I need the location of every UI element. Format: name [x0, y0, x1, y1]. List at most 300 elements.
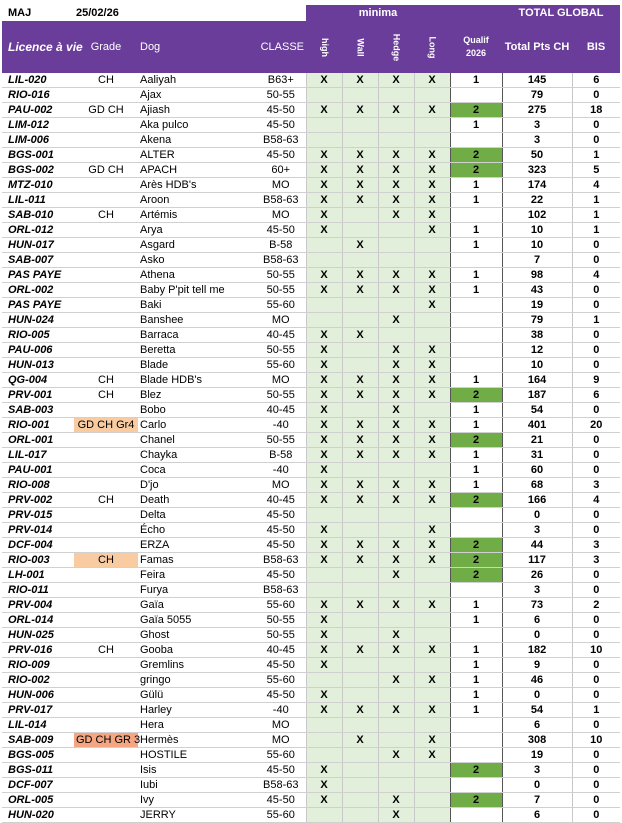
qualif-cell: 1 [450, 643, 502, 658]
total-pts-cell: 308 [502, 733, 572, 748]
licence-cell: QG-004 [2, 373, 74, 388]
dog-name-cell: Ghost [138, 628, 256, 643]
minima-high-cell: X [306, 223, 342, 238]
minima-long-cell [414, 253, 450, 268]
minima-wall-cell: X [342, 493, 378, 508]
licence-cell: SAB-003 [2, 403, 74, 418]
qualif-cell [450, 808, 502, 823]
top-header-row [2, 5, 620, 21]
classe-cell: 45-50 [256, 223, 306, 238]
minima-hedge-cell [378, 253, 414, 268]
dog-name-cell: Chanel [138, 433, 256, 448]
minima-wall-cell: X [342, 238, 378, 253]
qualif-cell: 2 [450, 763, 502, 778]
minima-wall-cell: X [342, 148, 378, 163]
total-pts-cell: 12 [502, 343, 572, 358]
qualif-cell [450, 328, 502, 343]
classe-cell: 45-50 [256, 103, 306, 118]
minima-wall-cell: X [342, 538, 378, 553]
minima-high-cell [306, 733, 342, 748]
dog-name-cell: Harley [138, 703, 256, 718]
minima-hedge-cell: X [378, 343, 414, 358]
dog-name-cell: JERRY [138, 808, 256, 823]
minima-high-cell [306, 118, 342, 133]
minima-wall-cell [342, 223, 378, 238]
bis-cell: 0 [572, 508, 620, 523]
qualif-cell: 1 [450, 238, 502, 253]
classe-cell: 45-50 [256, 763, 306, 778]
grade-cell [74, 523, 138, 538]
bis-cell: 5 [572, 163, 620, 178]
minima-wall-cell [342, 568, 378, 583]
minima-high-cell: X [306, 283, 342, 298]
bis-cell: 0 [572, 403, 620, 418]
licence-cell: RIO-011 [2, 583, 74, 598]
dog-name-cell: Death [138, 493, 256, 508]
minima-hedge-cell: X [378, 553, 414, 568]
minima-long-cell: X [414, 178, 450, 193]
minima-long-cell [414, 628, 450, 643]
licence-cell: BGS-002 [2, 163, 74, 178]
qualif-cell: 1 [450, 118, 502, 133]
minima-long-cell [414, 688, 450, 703]
dog-name-cell: ERZA [138, 538, 256, 553]
grade-cell [74, 658, 138, 673]
total-pts-cell: 401 [502, 418, 572, 433]
grade-cell: CH [74, 643, 138, 658]
minima-high-cell [306, 673, 342, 688]
dog-name-cell: Banshee [138, 313, 256, 328]
minima-high-cell: X [306, 358, 342, 373]
classe-cell: B58-63 [256, 193, 306, 208]
total-global-header: TOTAL GLOBAL [502, 5, 620, 21]
minima-wall-cell [342, 748, 378, 763]
classe-cell: 55-60 [256, 358, 306, 373]
qualif-cell: 1 [450, 478, 502, 493]
minima-wall-cell: X [342, 103, 378, 118]
licence-cell: SAB-007 [2, 253, 74, 268]
minima-high-cell [306, 583, 342, 598]
minima-long-cell: X [414, 298, 450, 313]
total-pts-cell: 73 [502, 598, 572, 613]
minima-hedge-cell: X [378, 478, 414, 493]
qualif-cell: 1 [450, 703, 502, 718]
minima-long-cell: X [414, 223, 450, 238]
total-pts-cell: 6 [502, 808, 572, 823]
minima-long-cell [414, 328, 450, 343]
grade-cell [74, 223, 138, 238]
dog-name-cell: Aroon [138, 193, 256, 208]
minima-hedge-cell: X [378, 208, 414, 223]
qualif-cell: 1 [450, 418, 502, 433]
minima-hedge-cell [378, 223, 414, 238]
col-qualif: Qualif 2026 [450, 21, 502, 73]
bis-cell: 0 [572, 793, 620, 808]
classe-cell: 40-45 [256, 643, 306, 658]
grade-cell: GD CH GR 3 [76, 734, 141, 746]
licence-cell: SAB-009 [2, 733, 74, 748]
licence-cell: HUN-006 [2, 688, 74, 703]
qualif-cell: 1 [450, 178, 502, 193]
minima-hedge-cell [378, 523, 414, 538]
qualif-cell [450, 343, 502, 358]
bis-cell: 0 [572, 328, 620, 343]
minima-high-cell: X [306, 598, 342, 613]
dog-name-cell: D'jo [138, 478, 256, 493]
bis-cell: 0 [572, 238, 620, 253]
table-row [2, 223, 620, 238]
classe-cell: 50-55 [256, 613, 306, 628]
table-row [2, 493, 620, 508]
minima-high-cell: X [306, 433, 342, 448]
grade-cell: GD CH [74, 103, 138, 118]
licence-cell: LIM-006 [2, 133, 74, 148]
licence-cell: MTZ-010 [2, 178, 74, 193]
table-row [2, 268, 620, 283]
table-row [2, 403, 620, 418]
licence-cell: ORL-001 [2, 433, 74, 448]
bis-cell: 0 [572, 658, 620, 673]
minima-hedge-cell: X [378, 628, 414, 643]
minima-high-cell: X [306, 628, 342, 643]
qualif-cell [450, 748, 502, 763]
bis-cell: 6 [572, 73, 620, 88]
table-row [2, 583, 620, 598]
total-pts-cell: 68 [502, 478, 572, 493]
minima-long-cell: X [414, 523, 450, 538]
total-pts-cell: 98 [502, 268, 572, 283]
total-pts-cell: 22 [502, 193, 572, 208]
licence-cell: RIO-016 [2, 88, 74, 103]
dog-name-cell: Carlo [138, 418, 256, 433]
minima-hedge-cell: X [378, 103, 414, 118]
minima-header: minima [306, 5, 450, 21]
minima-long-cell: X [414, 703, 450, 718]
bis-cell: 0 [572, 748, 620, 763]
minima-hedge-cell: X [378, 808, 414, 823]
minima-high-cell: X [306, 163, 342, 178]
table-row [2, 598, 620, 613]
minima-long-cell: X [414, 193, 450, 208]
minima-hedge-cell [378, 463, 414, 478]
bis-cell: 0 [572, 763, 620, 778]
licence-cell: HUN-017 [2, 238, 74, 253]
bis-cell: 0 [572, 298, 620, 313]
table-row [2, 658, 620, 673]
qualif-cell: 2 [450, 163, 502, 178]
licence-cell: PAU-006 [2, 343, 74, 358]
minima-wall-cell: X [342, 433, 378, 448]
minima-long-cell [414, 583, 450, 598]
licence-cell: PRV-016 [2, 643, 74, 658]
total-pts-cell: 10 [502, 238, 572, 253]
total-pts-cell: 3 [502, 133, 572, 148]
bis-cell: 9 [572, 373, 620, 388]
minima-wall-cell: X [342, 448, 378, 463]
table-row [2, 628, 620, 643]
licence-cell: PRV-015 [2, 508, 74, 523]
qualif-cell [450, 313, 502, 328]
bis-cell: 6 [572, 388, 620, 403]
table-row [2, 508, 620, 523]
qualif-cell [450, 253, 502, 268]
minima-high-cell: X [306, 418, 342, 433]
minima-high-cell: X [306, 703, 342, 718]
grade-cell [74, 628, 138, 643]
licence-cell: PAS PAYE [2, 298, 74, 313]
minima-hedge-cell: X [378, 493, 414, 508]
total-pts-cell: 44 [502, 538, 572, 553]
table-row [2, 298, 620, 313]
licence-cell: RIO-009 [2, 658, 74, 673]
minima-hedge-cell: X [378, 73, 414, 88]
dog-name-cell: Coca [138, 463, 256, 478]
minima-wall-cell: X [342, 478, 378, 493]
licence-cell: RIO-003 [2, 553, 74, 568]
minima-long-cell: X [414, 358, 450, 373]
classe-cell: 50-55 [256, 268, 306, 283]
table-row [2, 718, 620, 733]
minima-high-cell [306, 808, 342, 823]
grade-cell [74, 463, 138, 478]
qualif-cell: 2 [450, 568, 502, 583]
licence-cell: ORL-002 [2, 283, 74, 298]
total-pts-cell: 79 [502, 313, 572, 328]
minima-hedge-cell: X [378, 703, 414, 718]
minima-hedge-cell [378, 133, 414, 148]
classe-cell: MO [256, 208, 306, 223]
grade-cell: GD CH [74, 163, 138, 178]
classe-cell: B58-63 [256, 583, 306, 598]
total-pts-cell: 10 [502, 358, 572, 373]
minima-high-cell [306, 238, 342, 253]
minima-hedge-cell: X [378, 433, 414, 448]
total-pts-cell: 54 [502, 403, 572, 418]
qualif-cell [450, 508, 502, 523]
minima-hedge-cell [378, 298, 414, 313]
minima-hedge-cell: X [378, 163, 414, 178]
classe-cell: B58-63 [256, 553, 306, 568]
licence-cell: LH-001 [2, 568, 74, 583]
classe-cell: -40 [256, 418, 306, 433]
licence-cell: HUN-024 [2, 313, 74, 328]
minima-hedge-cell: X [378, 373, 414, 388]
minima-high-cell: X [306, 343, 342, 358]
total-pts-cell: 3 [502, 583, 572, 598]
dog-name-cell: Ivy [138, 793, 256, 808]
grade-cell [74, 688, 138, 703]
minima-wall-cell [342, 658, 378, 673]
col-wall: Wall [355, 37, 366, 57]
grade-cell [74, 343, 138, 358]
minima-wall-cell [342, 688, 378, 703]
bis-cell: 1 [572, 703, 620, 718]
table-row [2, 178, 620, 193]
minima-high-cell: X [306, 463, 342, 478]
minima-long-cell [414, 88, 450, 103]
minima-wall-cell [342, 523, 378, 538]
grade-cell [74, 808, 138, 823]
licence-cell: ORL-012 [2, 223, 74, 238]
dog-name-cell: Barraca [138, 328, 256, 343]
grade-cell: GD CH Gr4 [74, 418, 138, 433]
dog-name-cell: HOSTILE [138, 748, 256, 763]
column-header-row [2, 21, 620, 73]
classe-cell: MO [256, 178, 306, 193]
minima-wall-cell: X [342, 388, 378, 403]
dog-name-cell: Blade [138, 358, 256, 373]
classe-cell: -40 [256, 703, 306, 718]
classe-cell: 50-55 [256, 343, 306, 358]
licence-cell: RIO-002 [2, 673, 74, 688]
total-pts-cell: 60 [502, 463, 572, 478]
bis-cell: 0 [572, 133, 620, 148]
minima-hedge-cell: X [378, 418, 414, 433]
dog-name-cell: ALTER [138, 148, 256, 163]
grade-cell [74, 538, 138, 553]
minima-wall-cell: X [342, 418, 378, 433]
minima-wall-cell [342, 613, 378, 628]
minima-long-cell [414, 763, 450, 778]
bis-cell: 4 [572, 493, 620, 508]
grade-cell [74, 328, 138, 343]
minima-high-cell: X [306, 538, 342, 553]
table-row [2, 448, 620, 463]
minima-hedge-cell: X [378, 193, 414, 208]
classe-cell: 45-50 [256, 658, 306, 673]
classe-cell: 55-60 [256, 748, 306, 763]
minima-long-cell: X [414, 433, 450, 448]
minima-wall-cell [342, 808, 378, 823]
grade-cell [74, 793, 138, 808]
minima-long-cell: X [414, 73, 450, 88]
qualif-cell: 2 [450, 148, 502, 163]
minima-high-cell: X [306, 193, 342, 208]
classe-cell: B-58 [256, 448, 306, 463]
minima-high-cell: X [306, 73, 342, 88]
dog-name-cell: Beretta [138, 343, 256, 358]
qualif-cell: 2 [450, 388, 502, 403]
minima-long-cell: X [414, 538, 450, 553]
minima-long-cell: X [414, 598, 450, 613]
dog-name-cell: Chayka [138, 448, 256, 463]
grade-cell: CH [74, 73, 138, 88]
bis-cell: 4 [572, 268, 620, 283]
bis-cell: 1 [572, 193, 620, 208]
total-pts-cell: 174 [502, 178, 572, 193]
qualif-cell [450, 583, 502, 598]
grade-cell [74, 88, 138, 103]
licence-cell: RIO-008 [2, 478, 74, 493]
table-row [2, 688, 620, 703]
bis-cell: 1 [572, 208, 620, 223]
classe-cell: 50-55 [256, 433, 306, 448]
licence-cell: PAS PAYE [2, 268, 74, 283]
minima-hedge-cell [378, 733, 414, 748]
minima-high-cell [306, 253, 342, 268]
dog-name-cell: Iubi [138, 778, 256, 793]
minima-hedge-cell [378, 718, 414, 733]
minima-long-cell [414, 118, 450, 133]
dog-name-cell: Aka pulco [138, 118, 256, 133]
minima-hedge-cell [378, 508, 414, 523]
minima-long-cell: X [414, 283, 450, 298]
minima-hedge-cell [378, 613, 414, 628]
classe-cell: 40-45 [256, 493, 306, 508]
bis-cell: 3 [572, 478, 620, 493]
minima-high-cell: X [306, 688, 342, 703]
dog-name-cell: Hera [138, 718, 256, 733]
bis-cell: 0 [572, 568, 620, 583]
qualif-cell [450, 88, 502, 103]
maj-label: MAJ [8, 7, 32, 19]
licence-cell: ORL-014 [2, 613, 74, 628]
minima-wall-cell: X [342, 283, 378, 298]
table-row [2, 358, 620, 373]
minima-high-cell: X [306, 778, 342, 793]
classe-cell: -40 [256, 463, 306, 478]
bis-cell: 0 [572, 283, 620, 298]
table-row [2, 478, 620, 493]
col-high: high [319, 37, 330, 57]
qualif-cell: 2 [450, 793, 502, 808]
table-row [2, 103, 620, 118]
minima-hedge-cell [378, 658, 414, 673]
dog-name-cell: Baki [138, 298, 256, 313]
bis-cell: 0 [572, 778, 620, 793]
minima-high-cell: X [306, 268, 342, 283]
minima-hedge-cell [378, 583, 414, 598]
licence-cell: SAB-010 [2, 208, 74, 223]
qualif-cell: 1 [450, 658, 502, 673]
table-row [2, 433, 620, 448]
minima-wall-cell: X [342, 373, 378, 388]
bis-cell: 1 [572, 313, 620, 328]
minima-wall-cell [342, 253, 378, 268]
minima-long-cell: X [414, 343, 450, 358]
minima-wall-cell: X [342, 598, 378, 613]
grade-cell [74, 673, 138, 688]
grade-cell [74, 133, 138, 148]
qualif-cell: 1 [450, 283, 502, 298]
total-pts-cell: 3 [502, 523, 572, 538]
total-pts-cell: 0 [502, 628, 572, 643]
minima-hedge-cell [378, 778, 414, 793]
minima-hedge-cell: X [378, 793, 414, 808]
table-row [2, 238, 620, 253]
total-pts-cell: 102 [502, 208, 572, 223]
grade-cell [74, 778, 138, 793]
total-pts-cell: 50 [502, 148, 572, 163]
qualif-cell: 2 [450, 553, 502, 568]
bis-cell: 1 [572, 223, 620, 238]
minima-wall-cell: X [342, 163, 378, 178]
classe-cell: 50-55 [256, 283, 306, 298]
classe-cell: MO [256, 718, 306, 733]
dog-name-cell: APACH [138, 163, 256, 178]
minima-hedge-cell: X [378, 673, 414, 688]
table-row [2, 808, 620, 823]
minima-long-cell [414, 793, 450, 808]
total-pts-cell: 166 [502, 493, 572, 508]
minima-long-cell: X [414, 643, 450, 658]
minima-hedge-cell: X [378, 598, 414, 613]
table-row [2, 328, 620, 343]
classe-cell: 45-50 [256, 508, 306, 523]
classe-cell: B58-63 [256, 778, 306, 793]
grade-cell [74, 598, 138, 613]
grade-cell [74, 763, 138, 778]
